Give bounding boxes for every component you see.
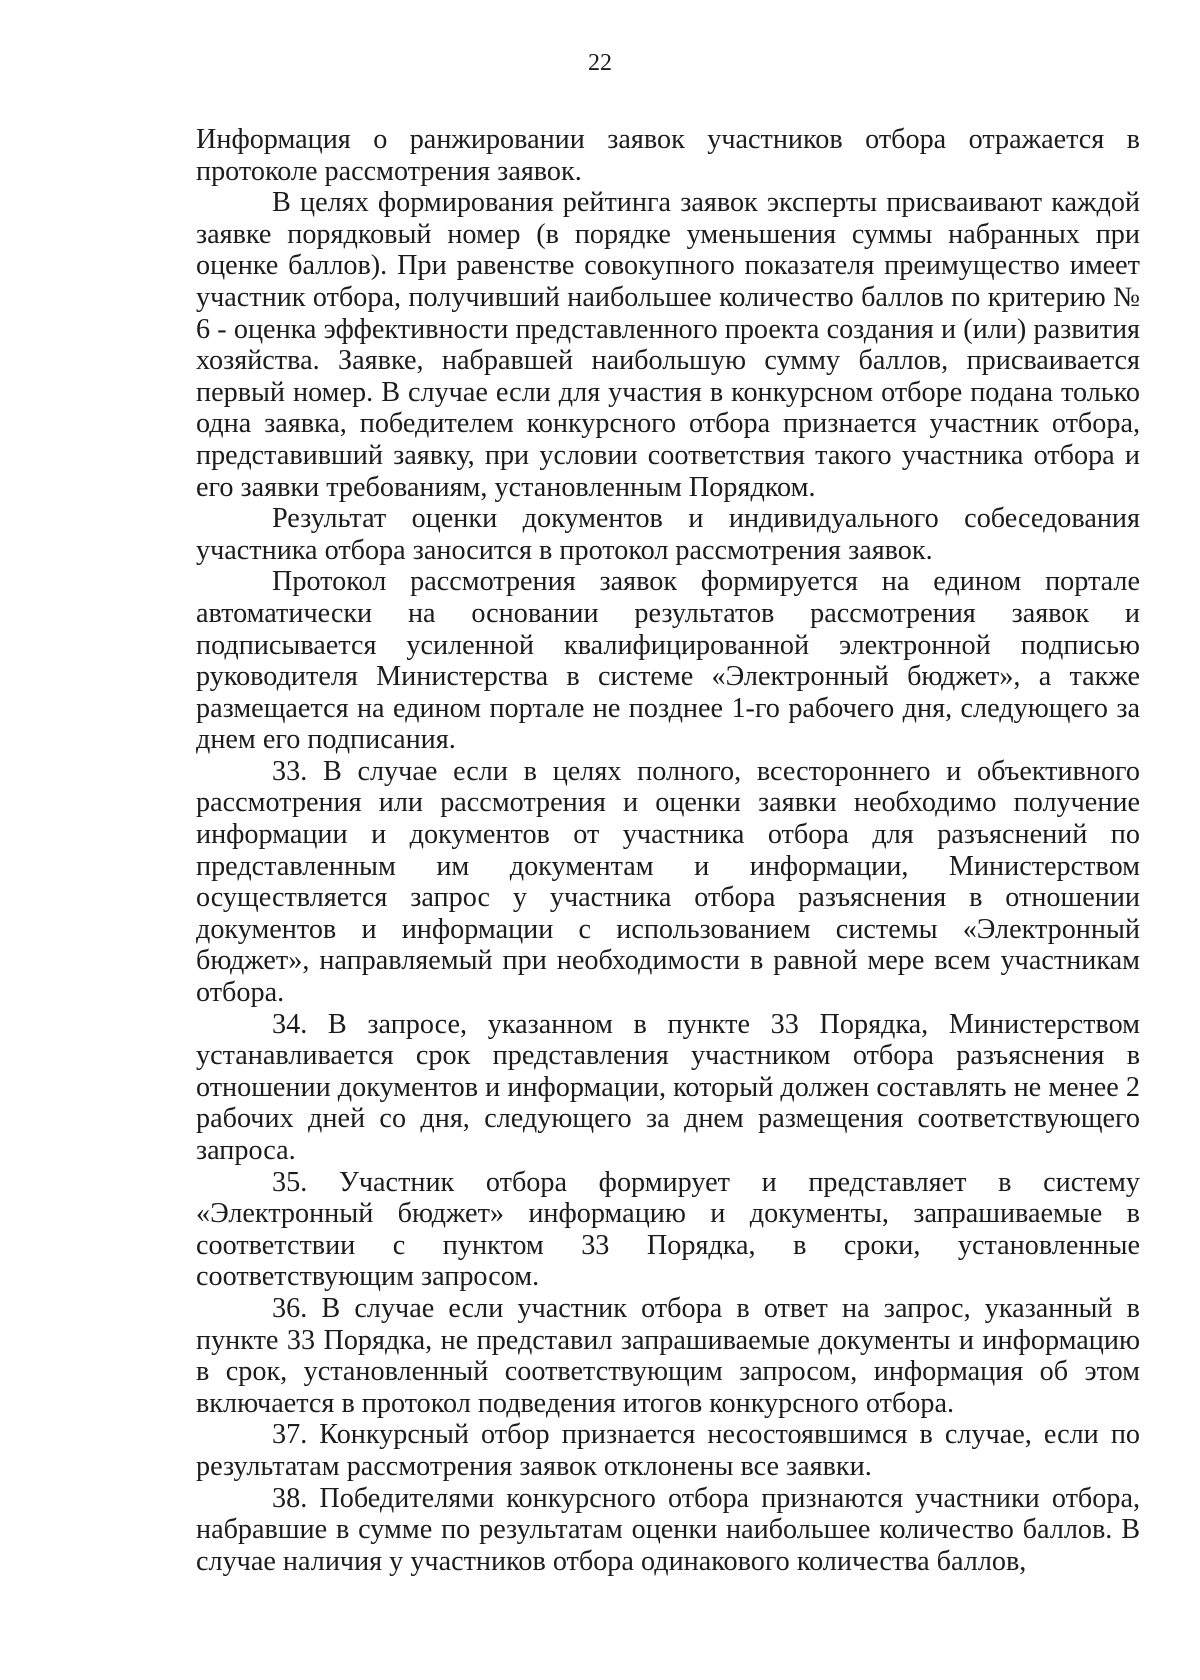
paragraph-item-37: 37. Конкурсный отбор признается несостоявшимся в случае, если по результатам рассмотрения заявок отклонены все заявки. [196,1419,1140,1482]
paragraph-item-36: 36. В случае если участник отбора в ответ на запрос, указанный в пункте 33 Порядка, не представил запрашиваемые документы и информацию в срок, установленный соответствующим запросом, информация об этом включается в протокол подведения итогов конкурсного отбора. [196,1292,1140,1419]
paragraph-evaluation-result: Результат оценки документов и индивидуального собеседования участника отбора заносится в протокол рассмотрения заявок. [196,503,1140,566]
paragraph-rating-formation: В целях формирования рейтинга заявок эксперты присваивают каждой заявке порядковый номер (в порядке уменьшения суммы набранных при оценке баллов). При равенстве совокупного показателя преимущество имеет участник отбора, получивший наибольшее количество баллов по критерию № 6 - оценка эффективности представленного проекта создания и (или) развития хозяйства. Заявке, набравшей наибольшую сумму баллов, присваивается первый номер. В случае если для участия в конкурсном отборе подана только одна заявка, победителем конкурсного отбора признается участник отбора, представивший заявку, при условии соответствия такого участника отбора и его заявки требованиям, установленным Порядком. [196,187,1140,503]
page-number: 22 [588,50,612,76]
paragraph-item-33: 33. В случае если в целях полного, всестороннего и объективного рассмотрения или рассмотрения и оценки заявки необходимо получение информации и документов от участника отбора для разъяснений по представленным им документам и информации, Министерством осуществляется запрос у участника отбора разъяснения в отношении документов и информации с использованием системы «Электронный бюджет», направляемый при необходимости в равной мере всем участникам отбора. [196,755,1140,1009]
paragraph-item-35: 35. Участник отбора формирует и представляет в систему «Электронный бюджет» информацию и документы, запрашиваемые в соответствии с пунктом 33 Порядка, в сроки, установленные соответствующим запросом. [196,1166,1140,1293]
paragraph-protocol: Протокол рассмотрения заявок формируется на едином портале автоматически на основании результатов рассмотрения заявок и подписывается усиленной квалифицированной электронной подписью руководителя Министерства в системе «Электронный бюджет», а также размещается на едином портале не позднее 1-го рабочего дня, следующего за днем его подписания. [196,566,1140,756]
paragraph-item-38: 38. Победителями конкурсного отбора признаются участники отбора, набравшие в сумме по результатам оценки наибольшее количество баллов. В случае наличия у участников отбора одинакового количества баллов, [196,1482,1140,1577]
paragraph-ranking-info: Информация о ранжировании заявок участников отбора отражается в протоколе рассмотрения заявок. [196,124,1140,187]
document-body [196,124,1140,1577]
paragraph-item-34: 34. В запросе, указанном в пункте 33 Порядка, Министерством устанавливается срок представления участником отбора разъяснения в отношении документов и информации, который должен составлять не менее 2 рабочих дней со дня, следующего за днем размещения соответствующего запроса. [196,1008,1140,1166]
